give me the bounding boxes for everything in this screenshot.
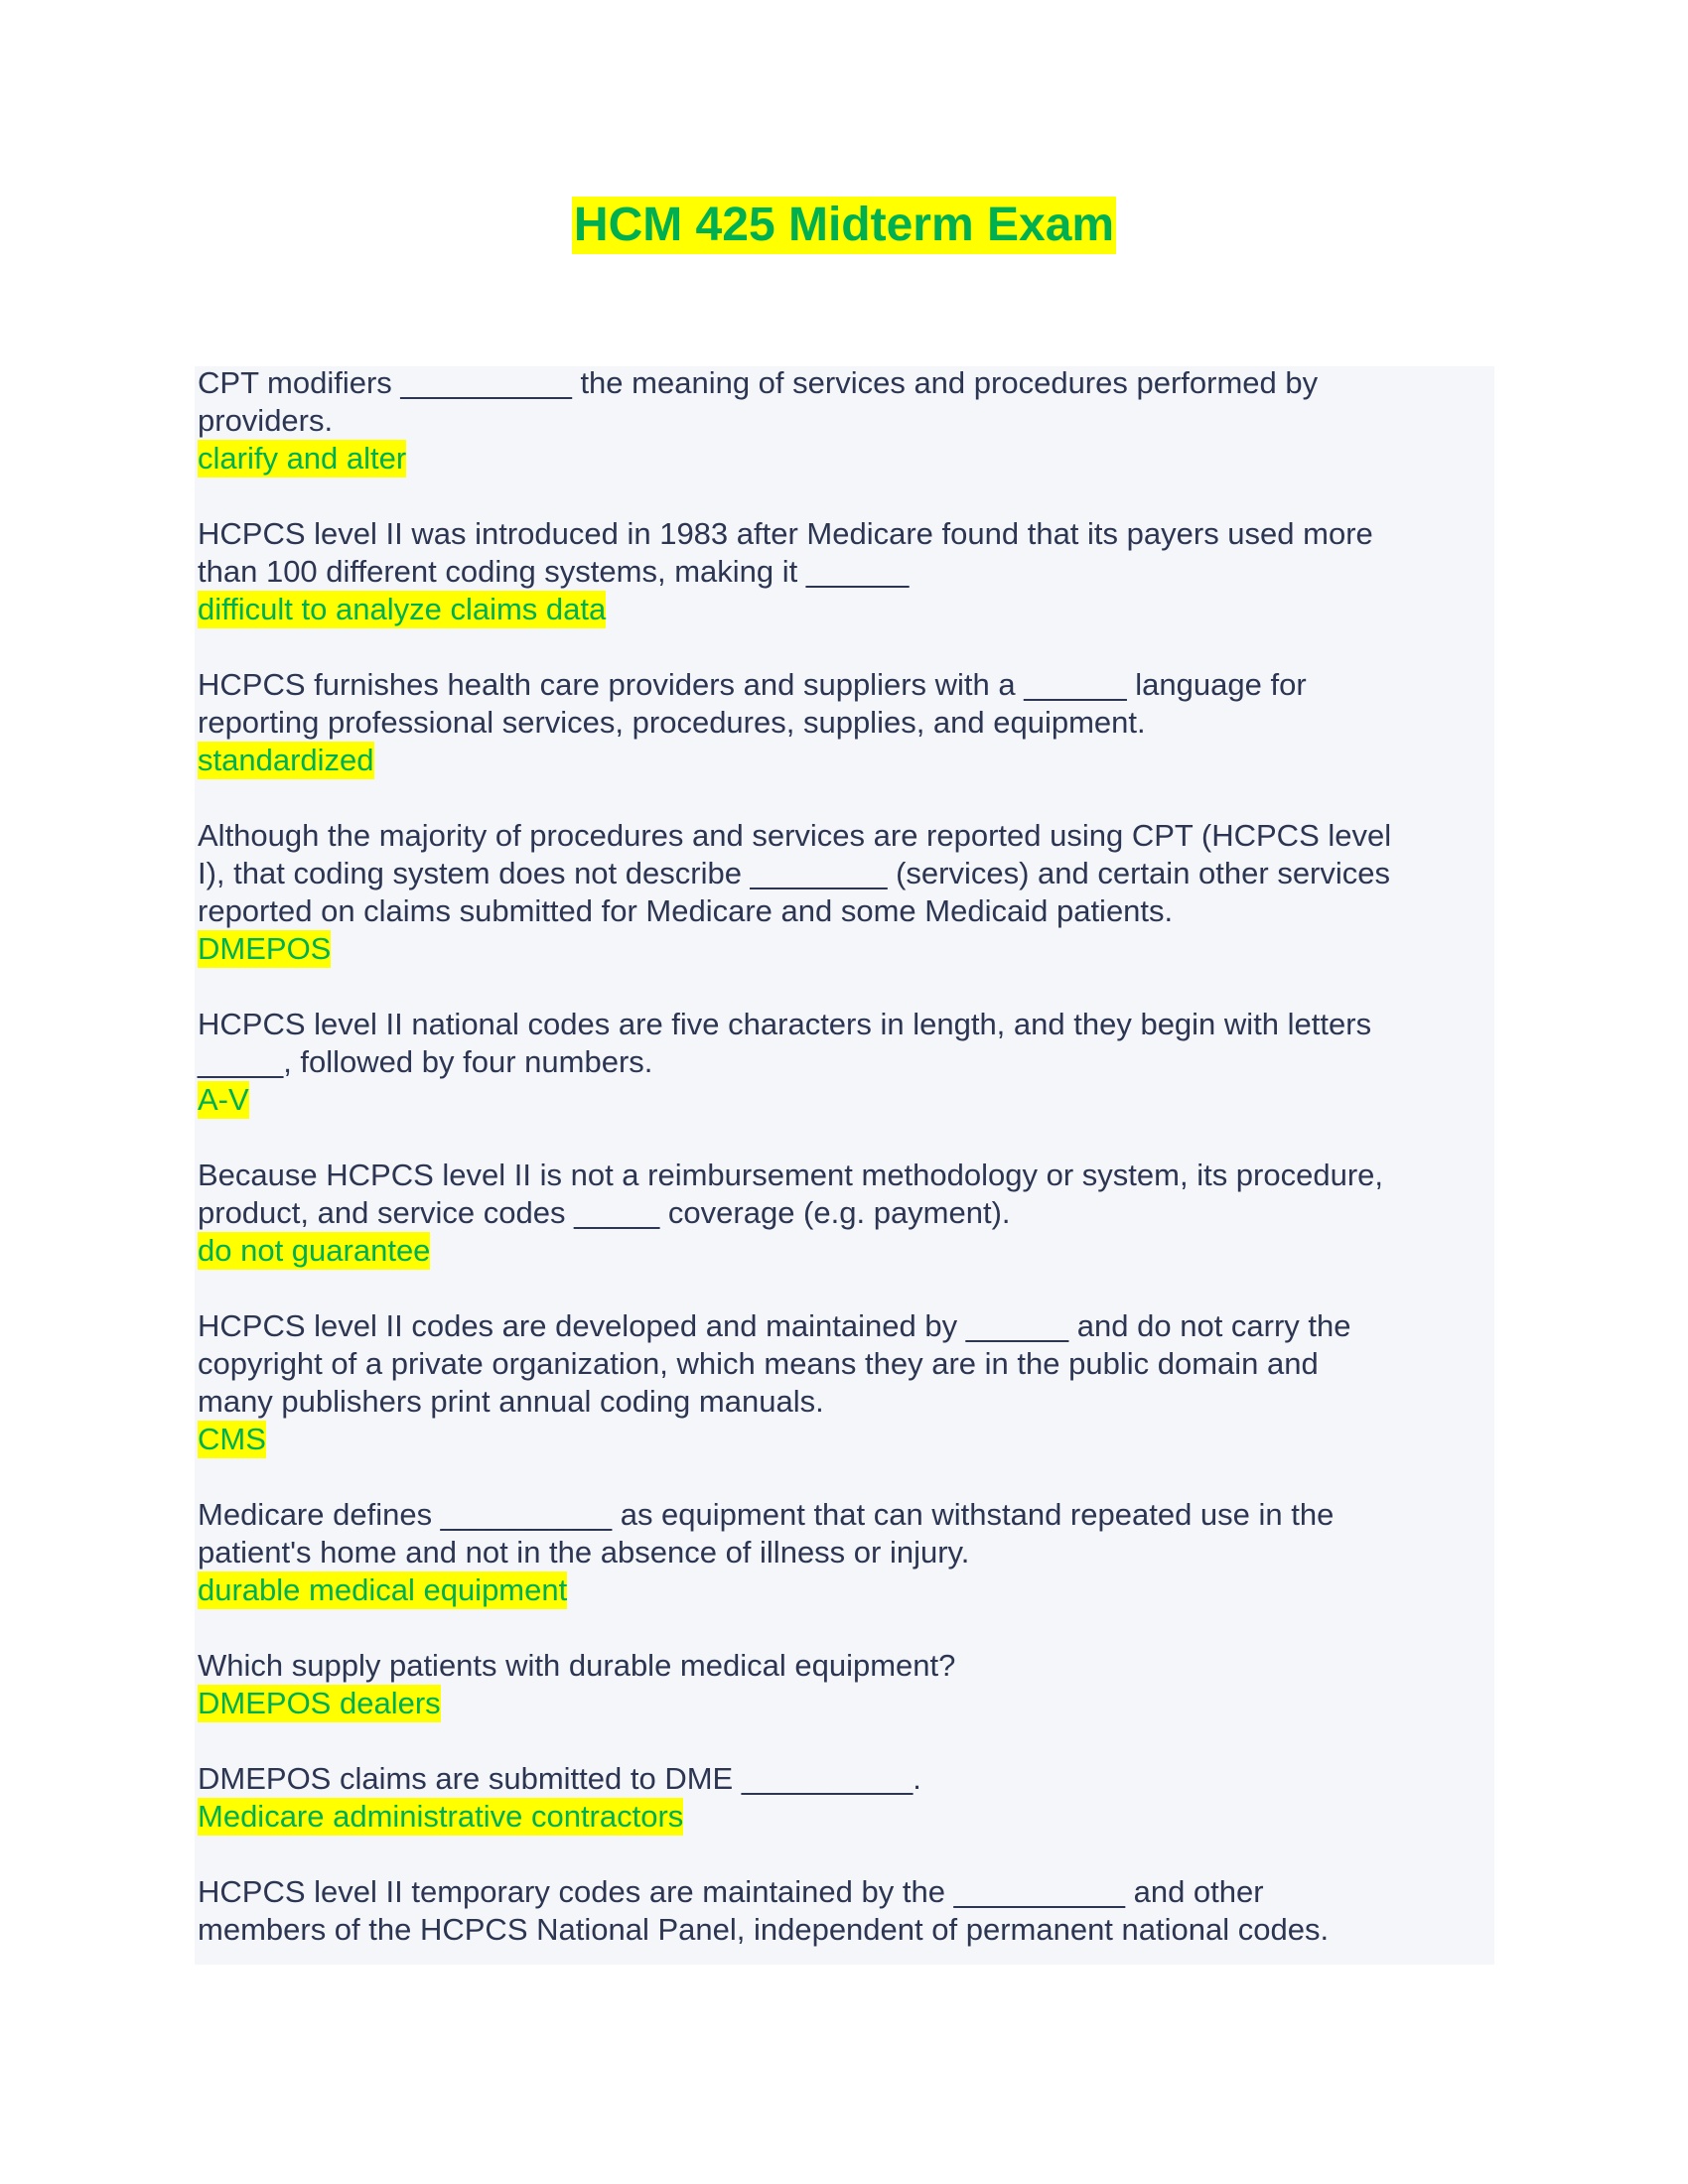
question-line: Although the majority of procedures and services are reported using CPT (HCPCS level [198,818,1392,853]
answer-highlight: Medicare administrative contractors [198,1799,684,1834]
qa-item [198,515,1498,628]
answer-highlight: standardized [198,743,374,777]
question-line: HCPCS level II temporary codes are maintained by the __________ and other [198,1874,1264,1909]
question-line: HCPCS level II codes are developed and maintained by ______ and do not carry the [198,1308,1351,1343]
question-line: Medicare defines __________ as equipment that can withstand repeated use in the [198,1497,1335,1532]
answer-highlight: CMS [198,1422,266,1456]
qa-item [198,1760,1498,1836]
question-line: CPT modifiers __________ the meaning of services and procedures performed by [198,365,1319,400]
question-line: product, and service codes _____ coverage (e.g. payment). [198,1195,1011,1230]
question-line: _____, followed by four numbers. [198,1044,653,1079]
qa-item [198,364,1498,478]
qa-item [198,1157,1498,1270]
qa-item [198,1873,1498,1949]
question-line: reporting professional services, procedures, supplies, and equipment. [198,705,1146,740]
answer-highlight: clarify and alter [198,441,407,476]
question-line: providers. [198,403,334,438]
question-line: I), that coding system does not describe ________ (services) and certain other services [198,856,1391,890]
qa-item [198,666,1498,779]
question-line: Because HCPCS level II is not a reimbursement methodology or system, its procedure, [198,1158,1384,1192]
answer-highlight: DMEPOS dealers [198,1686,441,1720]
question-line: HCPCS level II was introduced in 1983 after Medicare found that its payers used more [198,516,1373,551]
question-line: DMEPOS claims are submitted to DME __________. [198,1761,921,1796]
title-container [0,197,1688,254]
question-line: Which supply patients with durable medical equipment? [198,1648,956,1683]
qa-item [198,1647,1498,1722]
answer-highlight: do not guarantee [198,1233,431,1268]
qa-item [198,1006,1498,1119]
page-title: HCM 425 Midterm Exam [572,197,1116,254]
question-line: patient's home and not in the absence of illness or injury. [198,1535,970,1570]
question-line: HCPCS furnishes health care providers and suppliers with a ______ language for [198,667,1307,702]
qa-list [198,364,1498,1986]
question-line: many publishers print annual coding manuals. [198,1384,824,1419]
answer-highlight: DMEPOS [198,931,332,966]
question-line: copyright of a private organization, which means they are in the public domain and [198,1346,1319,1381]
question-line: than 100 different coding systems, making it ______ [198,554,910,589]
qa-item [198,1307,1498,1458]
qa-item [198,1496,1498,1609]
answer-highlight: difficult to analyze claims data [198,592,607,626]
answer-highlight: A-V [198,1082,249,1117]
question-line: reported on claims submitted for Medicare and some Medicaid patients. [198,893,1174,928]
question-line: HCPCS level II national codes are five characters in length, and they begin with letters [198,1007,1372,1041]
answer-highlight: durable medical equipment [198,1572,568,1607]
question-line: members of the HCPCS National Panel, independent of permanent national codes. [198,1912,1330,1947]
qa-item [198,817,1498,968]
